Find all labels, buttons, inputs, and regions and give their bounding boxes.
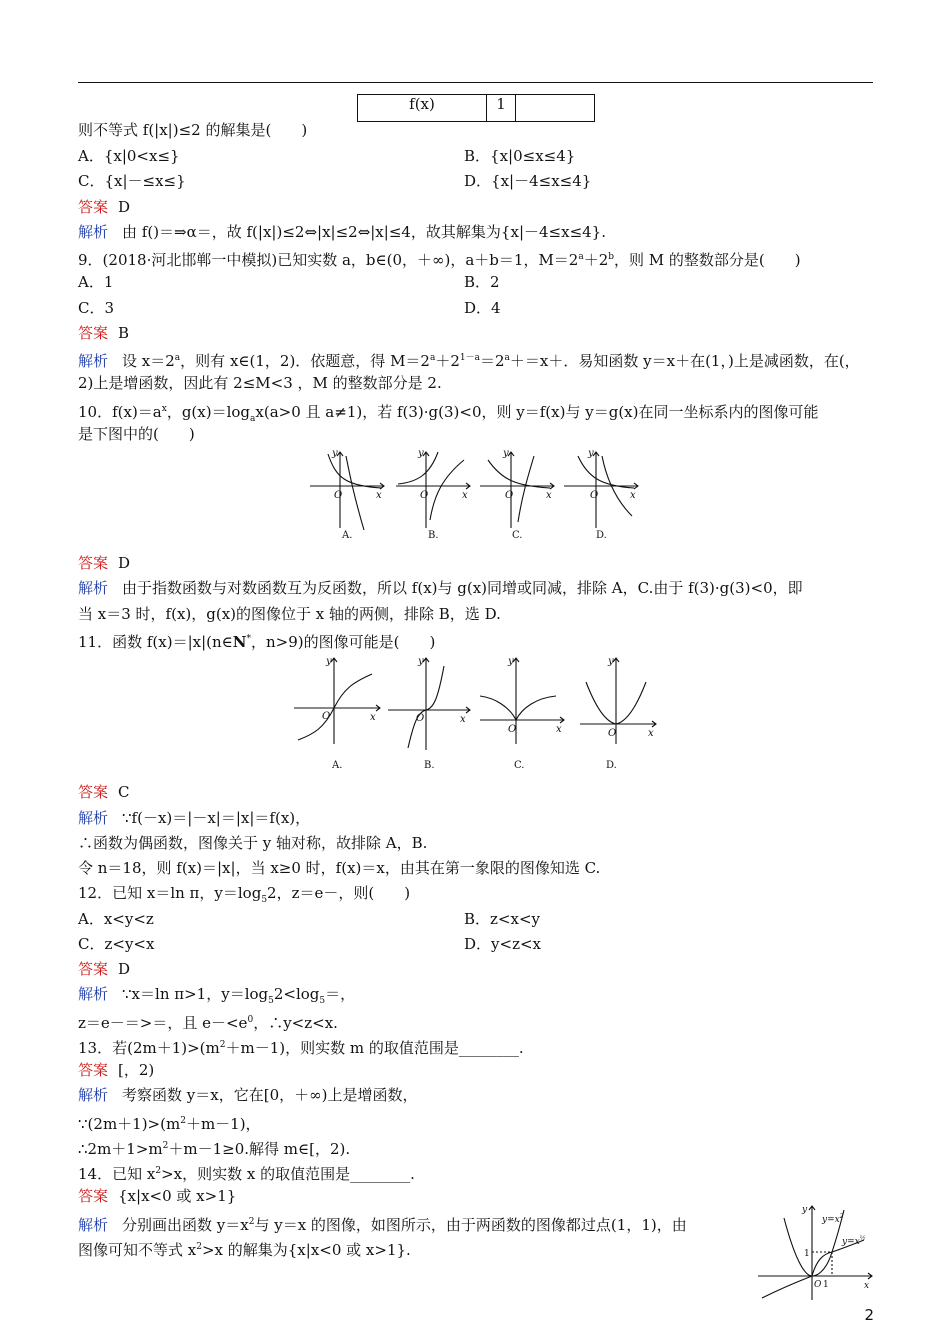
y-axis-label: y [608,656,614,667]
q10-graph-c [480,452,554,528]
answer-label: 答案 [78,783,109,801]
answer-label: 答案 [78,1061,109,1079]
text: 12．已知 x＝ln π，y＝log [78,884,262,902]
text: ，n>9)的图像可能是( ) [250,633,436,651]
q12-option-b: B．z<x<y [464,910,540,928]
sub: a [250,414,256,424]
y-axis-label: y [418,656,424,667]
text: ＋＝x＋．易知函数 y＝x＋在(1，)上是减函数，在(， [509,352,860,370]
q13-analysis-3 [78,1136,350,1159]
answer-label: 答案 [78,198,109,216]
sup: 0 [247,1015,254,1025]
text: ∵(2m＋1)>(m [78,1115,181,1133]
q10-figure [306,446,646,542]
sub: 5 [261,895,268,905]
text: ＋m－1)，则实数 m 的取值范围是________. [225,1039,524,1057]
q9-sup-a: a [578,252,584,262]
q9-option-c: C．3 [78,299,115,317]
analysis-label: 解析 [78,1216,109,1234]
analysis-label: 解析 [78,809,109,827]
x-axis-label: x [460,714,466,725]
y-axis-label: y [802,1205,808,1215]
tick-y-one: 1 [804,1249,810,1259]
q8-option-a: A．{x|0<x≤} [78,147,180,165]
tick-x-one: 1 [823,1280,829,1290]
table-cell-empty [516,95,595,122]
caption-a: A. [332,760,343,771]
q9-option-d: D．4 [464,299,501,317]
text: 2，z＝e－，则( ) [267,884,411,902]
origin-label: O [416,713,425,724]
answer-value: [，2) [118,1061,155,1079]
sub: 5 [268,996,274,1006]
text: 考察函数 y＝x，它在[0，＋∞)上是增函数， [122,1086,418,1104]
analysis-text: 由 f()＝⇒α＝，故 f(|x|)≤2⇔|x|≤2⇔|x|≤4，故其解集为{x|－4≤x≤4}. [122,223,606,241]
q12-option-c: C．z<y<x [78,935,155,953]
sup: 1－a [459,353,480,363]
q12-option-d: D．y<z<x [464,935,541,953]
text: 图像可知不等式 x [78,1241,197,1259]
sup: 2 [196,1242,202,1252]
function-table [357,94,595,122]
text: ∴2m＋1>m [78,1140,163,1158]
caption-a: A. [342,530,353,541]
text: 由于指数函数与对数函数互为反函数，所以 f(x)与 g(x)同增或同减，排除 A，C.由于 f(3)·g(3)<0，即 [122,579,803,597]
q13-analysis-2 [78,1111,261,1134]
text: ＝2 [479,352,505,370]
q12-stem [78,883,410,910]
sup: a [504,353,510,363]
q10-graph-a [310,452,384,530]
q12-analysis-2 [78,1010,338,1033]
q14-stem [78,1161,415,1184]
origin-label: O [814,1280,822,1290]
answer-label: 答案 [78,324,109,342]
text: ＝， [325,985,356,1003]
x-axis-label: x [556,724,562,735]
q11-analysis-3: 令 n＝18，则 f(x)＝|x|，当 x≥0 时，f(x)＝x，由其在第一象限的图像知选 C. [78,859,601,877]
q9-answer [78,323,129,343]
caption-b: B. [424,760,435,771]
text: ，g(x)＝log [166,403,251,421]
q9-option-a: A．1 [78,273,114,291]
text: 与 y＝x 的图像，如图所示，由于两函数的图像都过点(1，1)，由 [254,1216,687,1234]
q11-graph-a [294,658,380,744]
q14-answer [78,1186,236,1206]
answer-value: D [118,554,131,572]
q13-stem [78,1035,524,1058]
q10-analysis-1 [78,578,803,598]
q8-option-b: B．{x|0≤x≤4} [464,147,576,165]
analysis-label: 解析 [78,985,109,1003]
sup: 2 [180,1116,186,1126]
q11-analysis-2: ∴函数为偶函数，图像关于 y 轴对称，故排除 A，B. [78,834,428,852]
answer-value: D [118,198,131,216]
q9-text-end: ，则 M 的整数部分是( ) [614,251,801,269]
q14-analysis-2 [78,1237,411,1260]
q10-stem-2: 是下图中的( ) [78,425,195,443]
answer-label: 答案 [78,1187,109,1205]
origin-label: O [608,728,617,739]
q8-answer [78,197,130,217]
q12-analysis-1 [78,984,355,1011]
text: ＋2 [435,352,460,370]
q11-graph-c [480,658,564,744]
q12-answer [78,959,130,979]
x-axis-label: x [648,728,654,739]
text: 10．f(x)＝a [78,403,162,421]
y-axis-label: y [503,448,509,459]
natural-numbers-symbol: N [232,633,247,651]
answer-value: C [118,783,130,801]
caption-c: C. [512,530,523,541]
q9-text-mid: ＋2 [583,251,609,269]
q9-option-b: B．2 [464,273,500,291]
origin-label: O [420,490,429,501]
sup: 2 [155,1166,162,1176]
text: ，则有 x∈(1，2)．依题意，得 M＝2 [180,352,430,370]
text: ，∴y<z<x. [253,1014,338,1032]
x-axis-label: x [630,490,636,501]
text: 设 x＝2 [122,352,175,370]
q8-option-d: D．{x|－4≤x≤4} [464,172,592,190]
table-cell-value: 1 [487,95,516,122]
sup: x [161,404,167,414]
q9-analysis-2: 2)上是增函数，因此有 2≤M<3 ，M 的整数部分是 2. [78,374,442,392]
q8-stem: 则不等式 f(|x|)≤2 的解集是( ) [78,121,308,139]
q10-answer [78,553,130,573]
q14-analysis-1 [78,1212,687,1235]
caption-d: D. [596,530,607,541]
caption-c: C. [514,760,525,771]
answer-value: {x|x<0 或 x>1} [118,1187,237,1205]
q12-option-a: A．x<y<z [78,910,154,928]
x-axis-label: x [864,1281,870,1291]
y-axis-label: y [418,448,424,459]
sup: a [429,353,436,363]
q11-answer [78,782,130,802]
answer-label: 答案 [78,554,109,572]
text: >x，则实数 x 的取值范围是________. [161,1165,415,1183]
x-axis-label: x [546,490,552,501]
text: z＝e－＝>＝，且 e－<e [78,1014,248,1032]
origin-label: O [590,490,599,501]
table-cell-fx: f(x) [358,95,487,122]
q8-option-c: C．{x|－≤x≤} [78,172,186,190]
y-axis-label: y [588,448,594,459]
answer-value: B [118,324,130,342]
curve-label-x-squared: $y=x^2$ [822,1213,844,1225]
text: 2<log [273,985,320,1003]
y-axis-label: y [332,448,338,459]
text: >x 的解集为{x|x<0 或 x>1}. [201,1241,411,1259]
q11-stem [78,629,435,652]
q8-analysis [78,222,606,242]
sup: 2 [248,1217,255,1227]
line-y-x [762,1276,812,1298]
analysis-label: 解析 [78,1086,109,1104]
x-axis-label: x [376,490,382,501]
sub: 5 [319,996,326,1006]
caption-d: D. [606,760,617,771]
q9-sup-b: b [608,252,615,262]
y-axis-label: y [326,656,332,667]
text: 11．函数 f(x)＝|x|(n∈ [78,633,233,651]
origin-label: O [505,490,514,501]
q9-analysis-1 [78,348,860,371]
text: ∵f(－x)＝|－x|＝|x|＝f(x)， [122,809,311,827]
q11-graph-b [388,658,470,750]
sup: * [246,634,251,644]
q11-graph-d [580,658,656,744]
x-axis-label: x [370,712,376,723]
sup: 2 [162,1141,169,1151]
text: 14．已知 x [78,1165,156,1183]
q14-figure [756,1200,876,1304]
q9-stem [78,247,801,270]
text: ＋m－1)， [185,1115,261,1133]
text: x(a>0 且 a≠1)，若 f(3)·g(3)<0，则 y＝f(x)与 y＝g(x)在同一坐标系内的图像可能 [255,403,819,421]
q10-analysis-2: 当 x＝3 时，f(x)，g(x)的图像位于 x 轴的两侧，排除 B，选 D. [78,605,501,623]
analysis-label: 解析 [78,223,109,241]
origin-label: O [334,490,343,501]
sup: 2 [219,1040,226,1050]
text: ＋m－1≥0.解得 m∈[，2). [168,1140,351,1158]
origin-label: O [508,724,517,735]
caption-b: B. [428,530,439,541]
answer-label: 答案 [78,960,109,978]
page-number: 2 [864,1306,874,1324]
header-rule [78,82,873,83]
y-axis-label: y [508,656,514,667]
sup: a [174,353,181,363]
q10-graph-d [564,452,638,528]
analysis-label: 解析 [78,352,109,370]
q10-graph-b [396,452,470,528]
analysis-label: 解析 [78,579,109,597]
answer-value: D [118,960,131,978]
q13-answer [78,1060,154,1080]
text: ∵x＝ln π>1，y＝log [122,985,269,1003]
origin-label: O [322,711,331,722]
q11-figure [290,652,660,774]
q13-analysis-1 [78,1085,417,1105]
text: 分别画出函数 y＝x [122,1216,249,1234]
q11-analysis-1 [78,808,310,828]
curve-label-x-half: $y=x^{\frac{1}{2}}$ [842,1235,866,1247]
text: 13．若(2m＋1)>(m [78,1039,220,1057]
x-axis-label: x [462,490,468,501]
q9-text: 9．(2018·河北邯郸一中模拟)已知实数 a，b∈(0，＋∞)，a＋b＝1，M＝2 [78,251,579,269]
